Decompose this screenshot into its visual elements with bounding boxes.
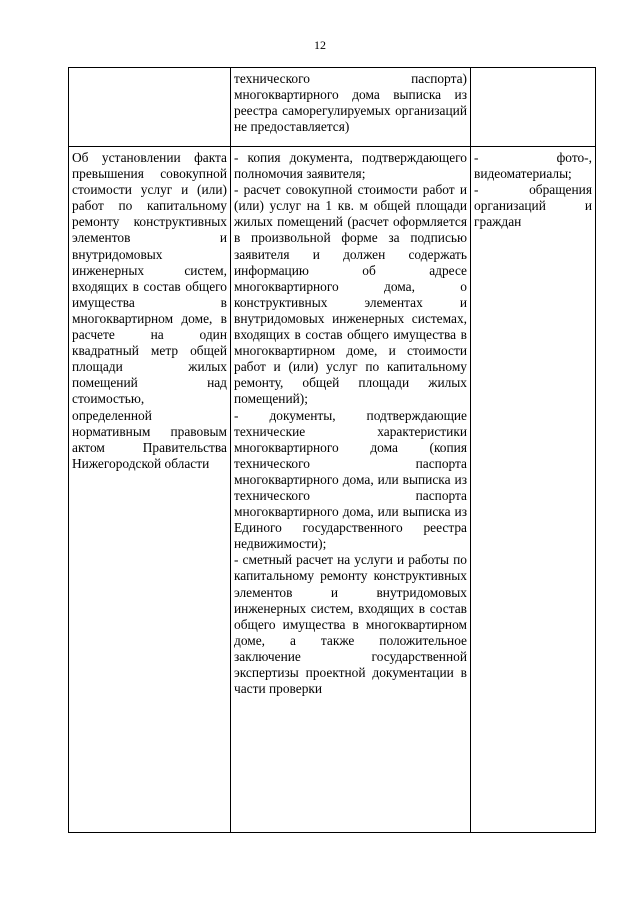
criterion-cell — [69, 68, 231, 147]
documents-cell: - копия документа, подтверждающего полномочия заявителя; - расчет совокупной стоимости работ и (или) услуг на 1 кв. м общей площади жилых помещений (расчет оформляется в произвольной форме за подписью заявителя и должен содержать информацию об адресе многоквартирного дома, о конструктивных элементах и внутридомовых инженерных системах, входящих в состав общего имущества в многоквартирном доме, и стоимости работ и (или) услуг по капитальному ремонту, общей площади жилых помещений); - документы, подтверждающие технические характеристики многоквартирного дома (копия технического паспорта многоквартирного дома, или выписка из технического паспорта многоквартирного дома, или выписка из Единого государственного реестра недвижимости); - сметный расчет на услуги и работы по капитальному ремонту конструктивных элементов и внутридомовых инженерных систем, входящих в состав общего имущества в многоквартирном доме, а также положительное заключение государственной экспертизы проектной документации в части проверки — [231, 147, 471, 833]
documents-cell: технического паспорта) многоквартирного дома выписка из реестра саморегулируемых организаций не предоставляется) — [231, 68, 471, 147]
document-table — [68, 67, 596, 833]
criterion-cell: Об установлении факта превышения совокупной стоимости услуг и (или) работ по капитальному ремонту конструктивных элементов и внутридомовых инженерных систем, входящих в состав общего имущества в многоквартирном доме, в расчете на один квадратный метр общей площади жилых помещений над стоимостью, определенной нормативным правовым актом Правительства Нижегородской области — [69, 147, 231, 833]
table-row — [69, 147, 596, 833]
sources-cell — [471, 68, 596, 147]
page-number: 12 — [314, 38, 326, 52]
sources-cell: - фото-, видеоматериалы; - обращения организаций и граждан — [471, 147, 596, 833]
table-row — [69, 68, 596, 147]
